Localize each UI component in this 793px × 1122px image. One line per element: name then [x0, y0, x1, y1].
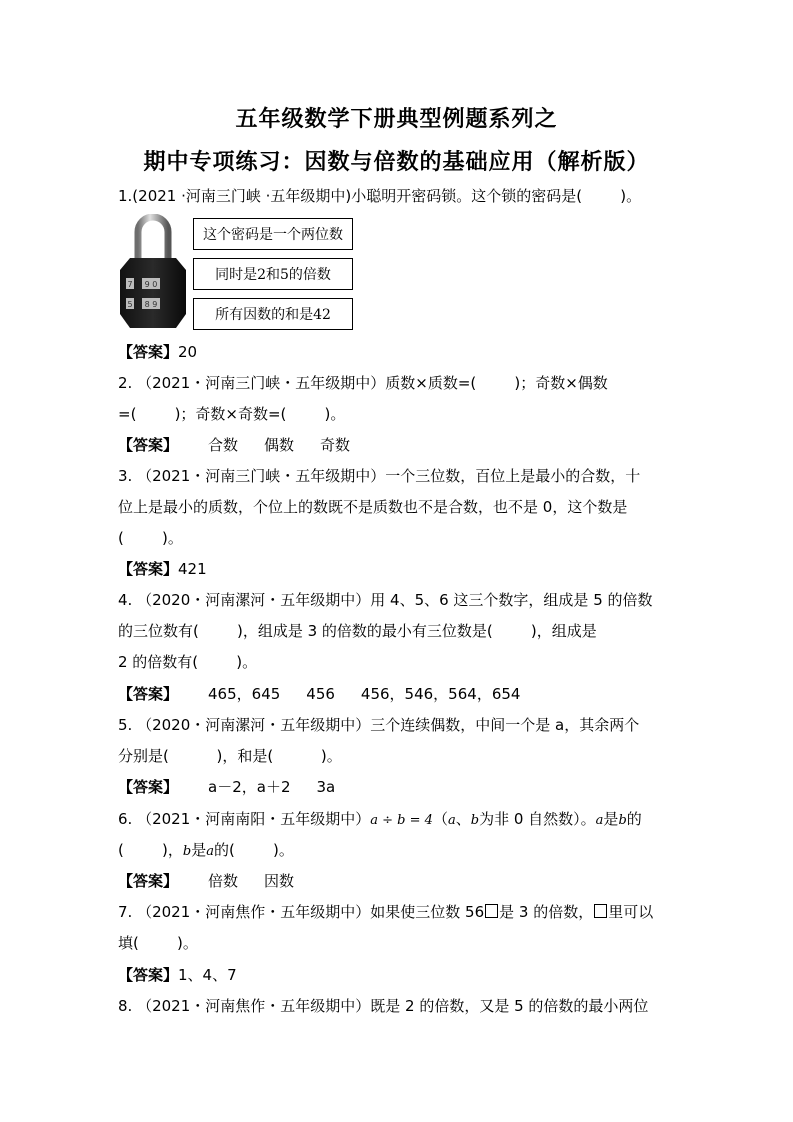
answer-label: 【答案】: [118, 343, 179, 361]
answer-label: 【答案】: [118, 436, 179, 454]
question-2-line-1: 2. （2021・河南三门峡・五年级期中）质数×质数=( )；奇数×偶数: [118, 374, 608, 392]
question-1-text: 1.(2021 ·河南三门峡 ·五年级期中)小聪明开密码锁。这个锁的密码是( )。: [118, 187, 642, 205]
question-6-line-1: 6. （2021・河南南阳・五年级期中）a ÷ b = 4（a、b为非 0 自然数）。a是b的: [118, 810, 642, 828]
answer-value: 456，546，564，654: [360, 685, 521, 703]
svg-text:9 0: 9 0: [144, 280, 158, 289]
answer-6: [118, 871, 683, 891]
answer-value: 合数: [208, 436, 239, 454]
blank-square-icon: [594, 904, 607, 918]
question-2-line-2: =( )；奇数×奇数=( )。: [118, 405, 346, 423]
answer-value: 奇数: [320, 436, 351, 454]
answer-5: [118, 777, 683, 797]
question-4-line-1: 4. （2020・河南漯河・五年级期中）用 4、5、6 这三个数字，组成是 5 的倍数: [118, 591, 653, 609]
answer-value: a－2，a＋2: [208, 778, 291, 796]
math-expression: a ÷ b = 4: [370, 813, 433, 828]
question-3-line-2: 位上是最小的质数，个位上的数既不是质数也不是合数，也不是 0，这个数是: [118, 498, 628, 516]
answer-7: [118, 965, 683, 985]
answer-value: 1、4、7: [178, 966, 237, 984]
answer-value: 偶数: [264, 436, 295, 454]
svg-text:8 9: 8 9: [144, 300, 158, 309]
answer-1: [118, 342, 683, 362]
answer-value: 421: [178, 560, 207, 578]
blank-square-icon: [485, 904, 498, 918]
question-7-line-2: 填( )。: [118, 934, 198, 952]
answer-label: 【答案】: [118, 685, 179, 703]
answer-value: 465，645: [208, 685, 281, 703]
answer-label: 【答案】: [118, 872, 179, 890]
document-subtitle: 期中专项练习：因数与倍数的基础应用（解析版）: [143, 150, 650, 175]
document-title: 五年级数学下册典型例题系列之: [235, 107, 558, 132]
question-6-line-2: ( )，b是a的( )。: [118, 841, 294, 859]
question-3-line-1: 3. （2021・河南三门峡・五年级期中）一个三位数，百位上是最小的合数，十: [118, 467, 641, 485]
answer-value: 3a: [316, 778, 336, 796]
answer-value: 因数: [264, 872, 295, 890]
svg-text:5: 5: [127, 300, 133, 309]
question-5-line-1: 5. （2020・河南漯河・五年级期中）三个连续偶数，中间一个是 a，其余两个: [118, 716, 640, 734]
question-8-line-1: 8. （2021・河南焦作・五年级期中）既是 2 的倍数，又是 5 的倍数的最小两位: [118, 997, 649, 1015]
answer-4: [118, 684, 683, 704]
answer-value: 倍数: [208, 872, 239, 890]
answer-value: 456: [306, 685, 335, 703]
question-4-line-3: 2 的倍数有( )。: [118, 653, 258, 671]
hint-box-multiple-of-2-and-5: 同时是2和5的倍数: [193, 258, 353, 290]
question-3-line-3: ( )。: [118, 529, 183, 547]
answer-3: [118, 559, 683, 579]
answer-label: 【答案】: [118, 560, 179, 578]
combination-padlock-icon: [120, 214, 186, 332]
question-7-line-1: 7. （2021・河南焦作・五年级期中）如果使三位数 56 是 3 的倍数， 里可以: [118, 903, 654, 921]
hint-box-two-digit: 这个密码是一个两位数: [193, 218, 353, 250]
question-5-line-2: 分别是( )，和是( )。: [118, 747, 342, 765]
answer-2: [118, 435, 683, 455]
answer-value: 20: [178, 343, 198, 361]
answer-label: 【答案】: [118, 966, 179, 984]
hint-box-factor-sum: 所有因数的和是42: [193, 298, 353, 330]
svg-text:7: 7: [127, 280, 133, 289]
answer-label: 【答案】: [118, 778, 179, 796]
question-4-line-2: 的三位数有( )，组成是 3 的倍数的最小有三位数是( )，组成是: [118, 622, 597, 640]
